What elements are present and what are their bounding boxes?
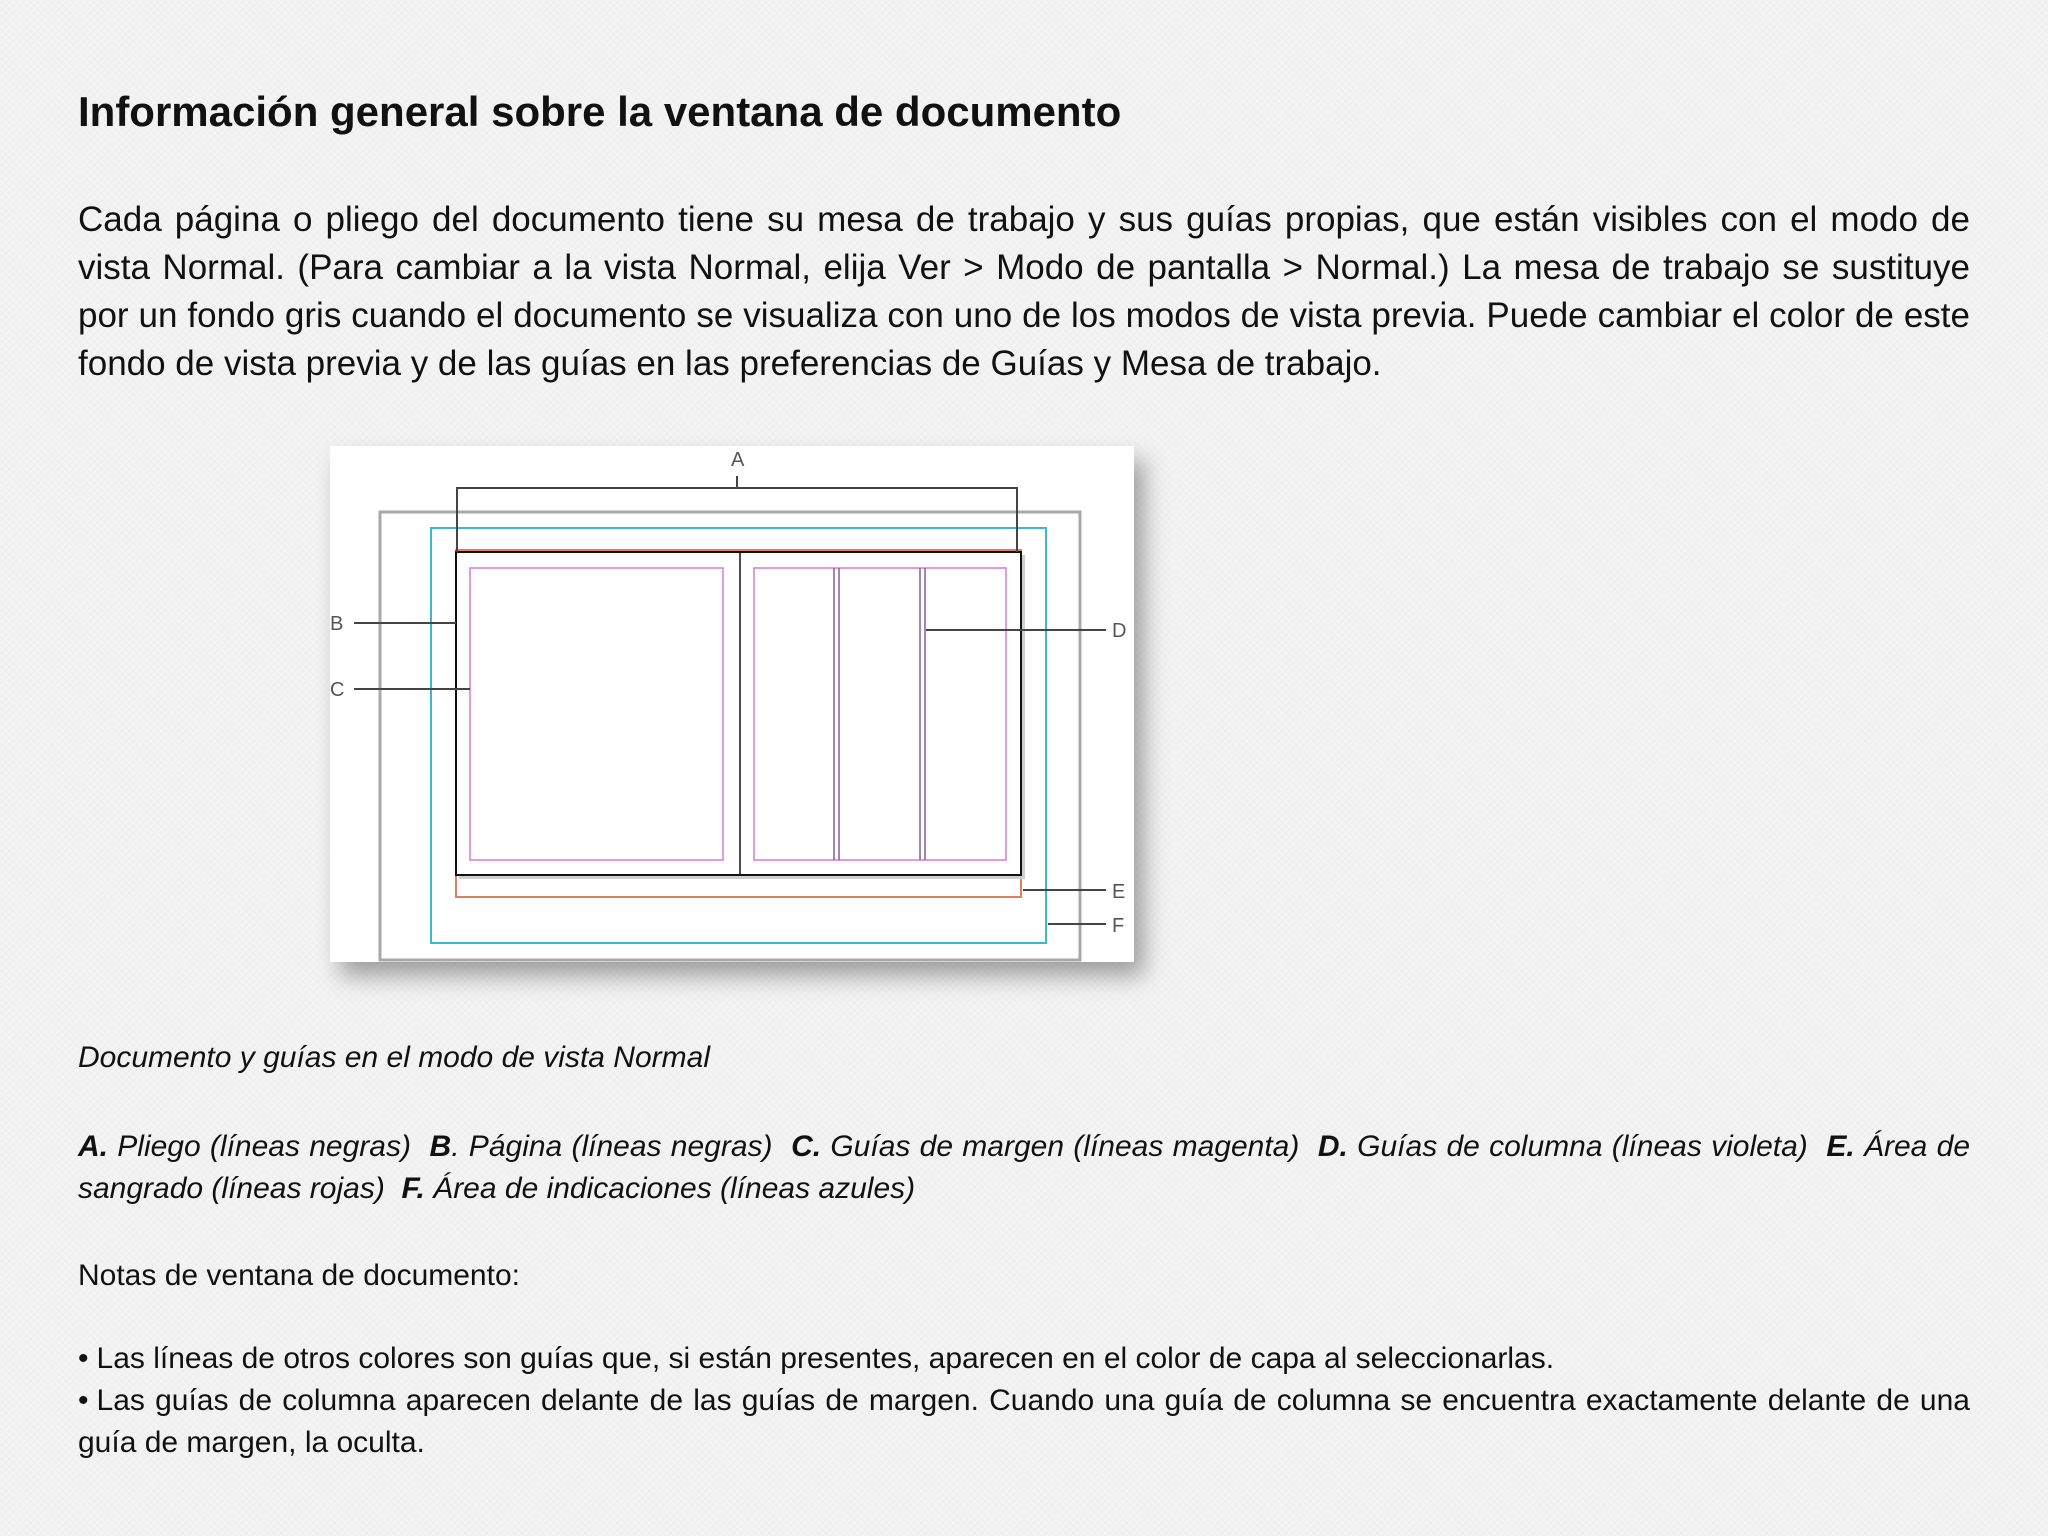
figure-legend <box>78 1126 1970 1210</box>
intro-paragraph: Cada página o pliego del documento tiene su mesa de trabajo y sus guías propias, que están visibles con el modo de vista Normal. (Para cambiar a la vista Normal, elija Ver > Modo de pantalla > Normal.) La mesa de trabajo se sustituye por un fondo gris cuando el documento se visualiza con uno de los modos de vista previa. Puede cambiar el color de este fondo de vista previa y de las guías en las preferencias de Guías y Mesa de trabajo. <box>78 200 1970 383</box>
callout-b-label: B <box>330 613 344 635</box>
notes-list-item <box>78 1380 1970 1464</box>
legend-key: A. <box>78 1130 108 1163</box>
callout-d-label: D <box>1112 620 1127 642</box>
notes-list <box>78 1338 1970 1464</box>
callout-c-label: C <box>330 679 345 701</box>
legend-text: Pliego (líneas negras) <box>108 1130 411 1163</box>
legend-key: E. <box>1826 1130 1855 1163</box>
legend-text: Guías de margen (líneas magenta) <box>821 1130 1300 1163</box>
callout-a-bracket <box>457 488 1017 552</box>
bullet-icon: • <box>78 1384 89 1417</box>
document-window-figure <box>330 446 1134 962</box>
legend-item-d <box>1318 1130 1808 1163</box>
callout-e-label: E <box>1112 881 1126 903</box>
page-title: Información general sobre la ventana de documento <box>78 88 1122 135</box>
legend-item-f <box>402 1172 916 1205</box>
legend-key: D. <box>1317 1130 1348 1163</box>
legend-text: Área de indicaciones (líneas azules) <box>424 1172 916 1205</box>
notes-heading: Notas de ventana de documento: <box>78 1259 520 1292</box>
notes-list-item <box>78 1338 1970 1380</box>
legend-item-b <box>430 1130 773 1163</box>
legend-item-c <box>791 1130 1299 1163</box>
figure-caption: Documento y guías en el modo de vista Normal <box>78 1041 710 1074</box>
bullet-icon: • <box>78 1342 89 1375</box>
note-text: Las guías de columna aparecen delante de las guías de margen. Cuando una guía de columna se encuentra exactamente delante de una guía de margen, la oculta. <box>78 1384 1970 1459</box>
legend-key: C. <box>791 1130 822 1163</box>
legend-text: Guías de columna (líneas violeta) <box>1347 1130 1808 1163</box>
callout-a-label: A <box>731 449 745 471</box>
legend-text: Área de sangrado (líneas rojas) <box>78 1130 1970 1205</box>
note-text: Las líneas de otros colores son guías que, si están presentes, aparecen en el color de capa al seleccionarlas. <box>96 1342 1555 1375</box>
legend-key: F. <box>401 1172 425 1205</box>
document-window-diagram <box>330 446 1134 962</box>
legend-item-a <box>78 1130 411 1163</box>
legend-key: B <box>429 1130 452 1163</box>
spread-outline <box>456 552 1021 875</box>
legend-text: . Página (líneas negras) <box>451 1130 773 1163</box>
callout-f-label: F <box>1112 915 1125 937</box>
